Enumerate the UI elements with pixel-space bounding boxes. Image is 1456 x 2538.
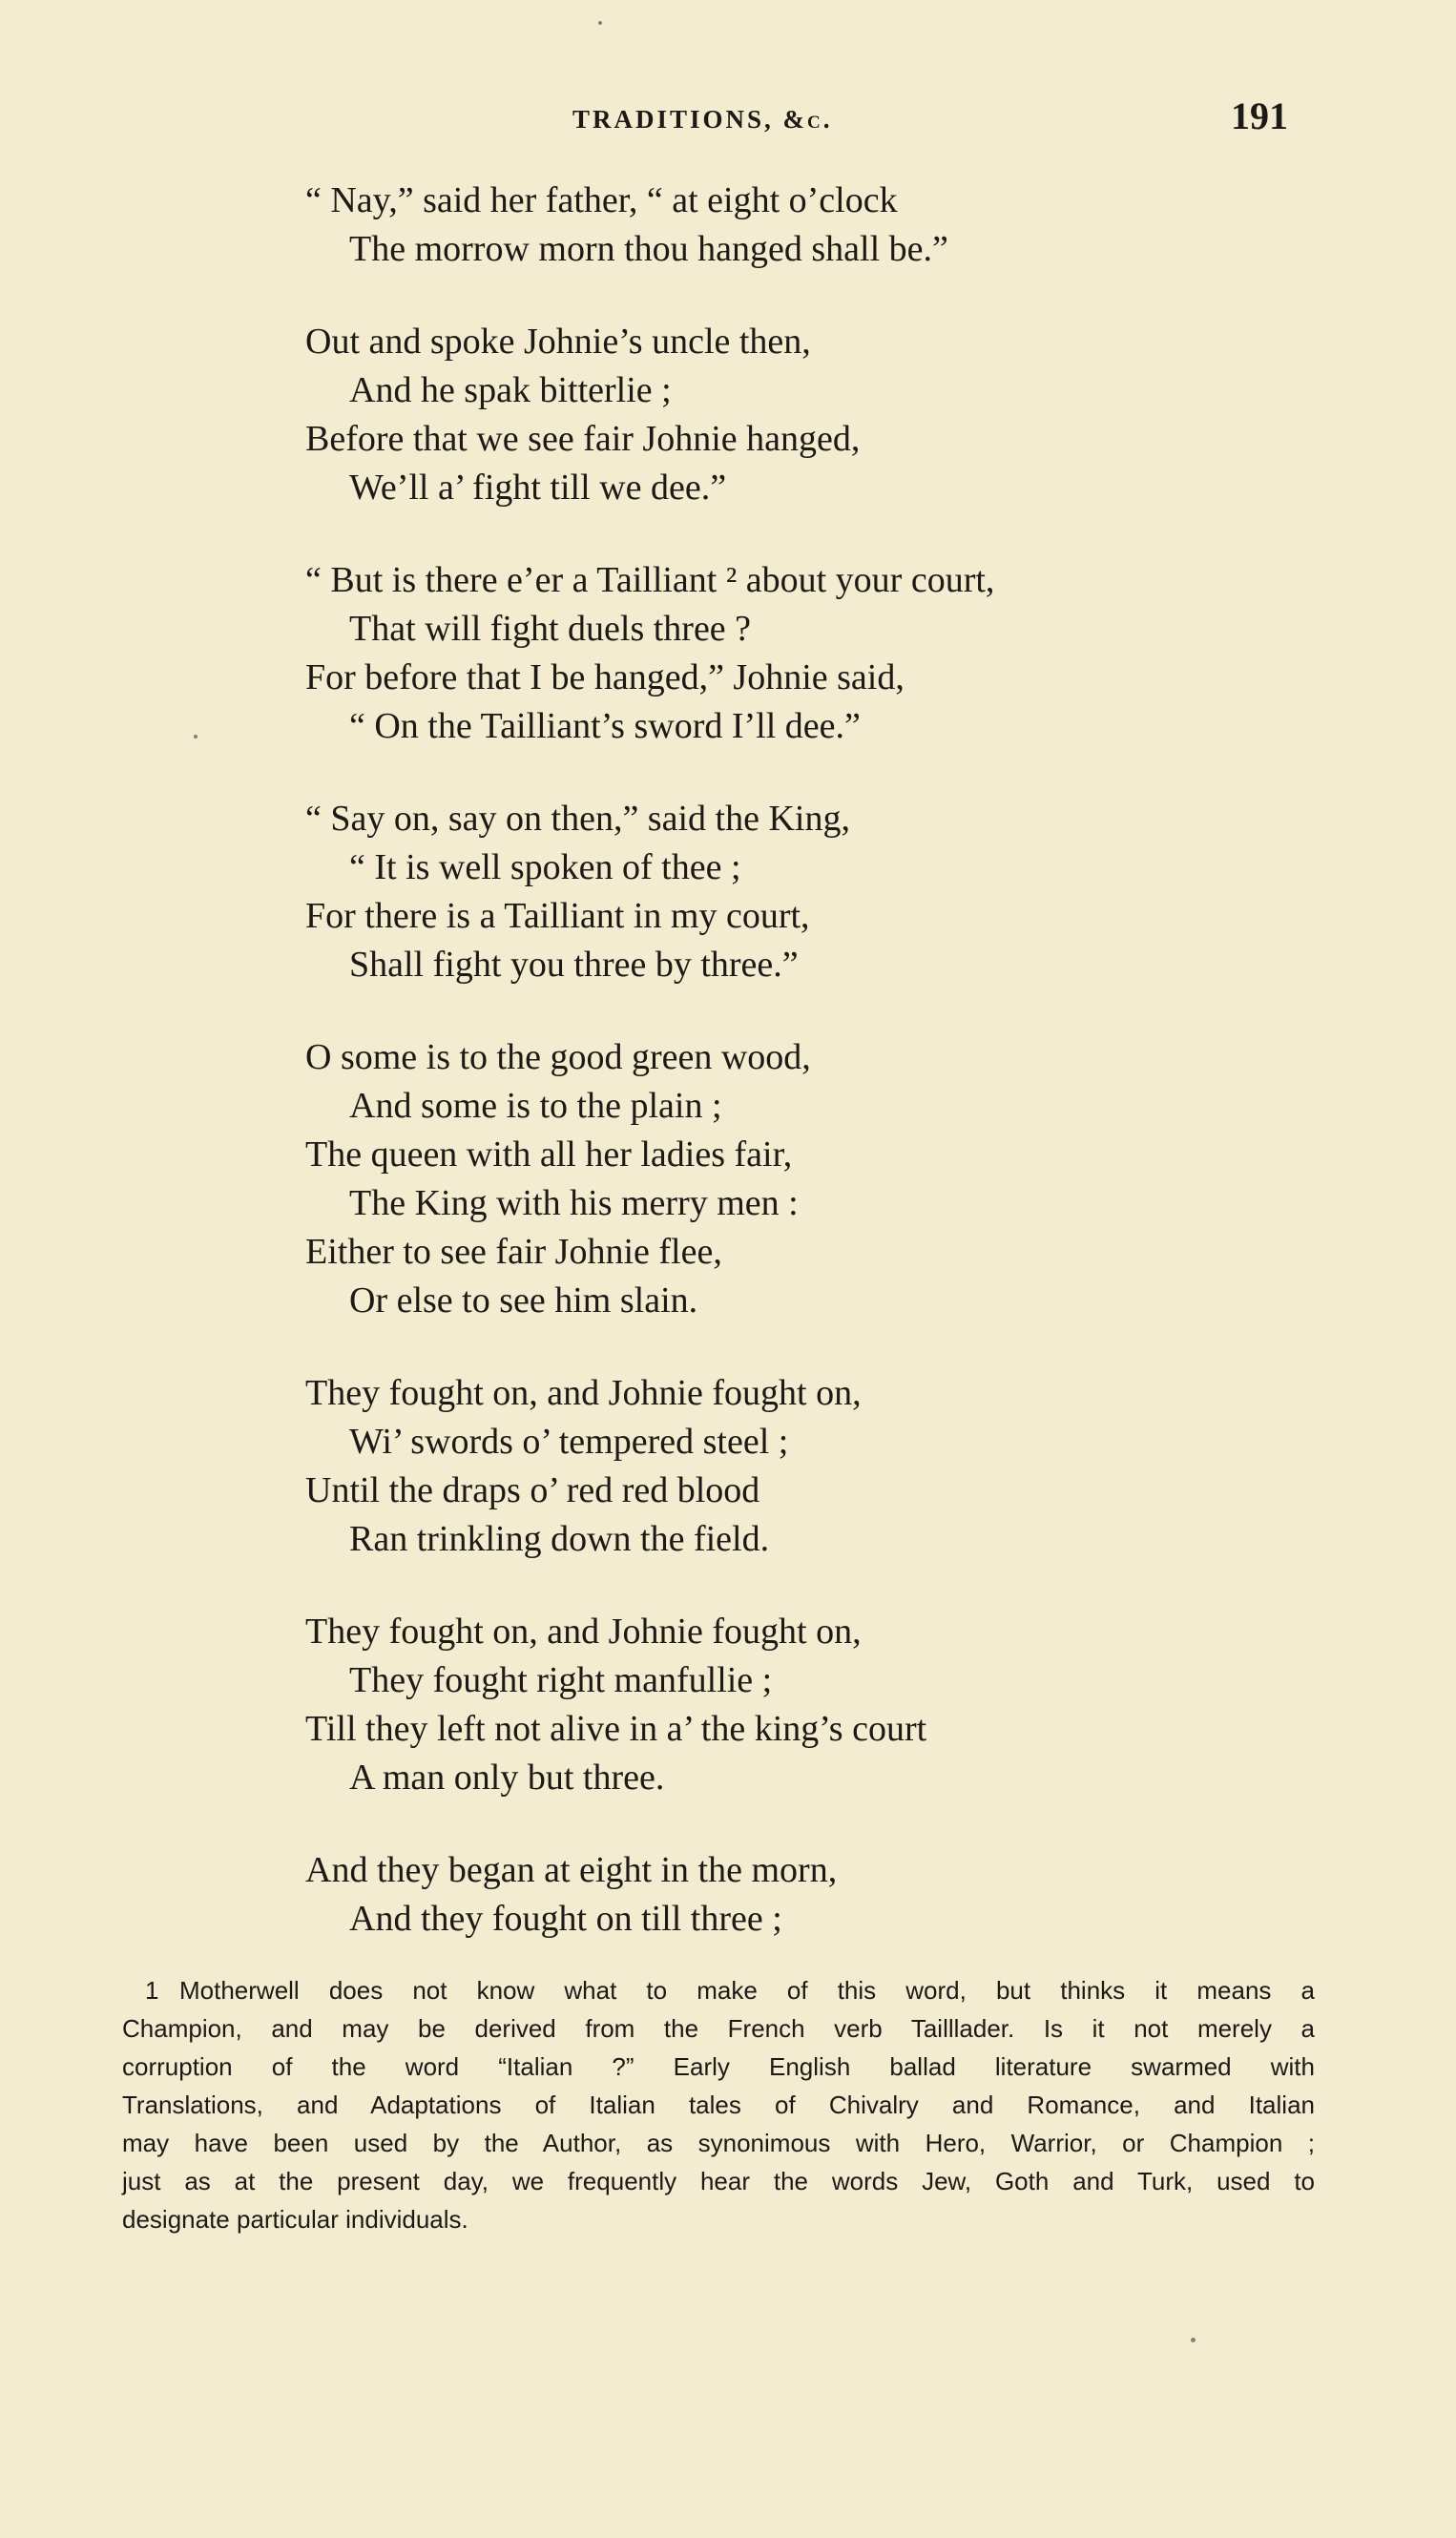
verse-line: “ On the Tailliant’s sword I’ll dee.” bbox=[349, 706, 861, 746]
footnote bbox=[122, 1971, 1315, 2238]
verse-line: “ It is well spoken of thee ; bbox=[349, 847, 741, 887]
verse-line: “ Nay,” said her father, “ at eight o’clock bbox=[305, 180, 898, 220]
footnote-marker: 1 bbox=[145, 1976, 159, 2005]
verse-line: And they fought on till three ; bbox=[349, 1899, 782, 1939]
verse-line: O some is to the good green wood, bbox=[305, 1037, 811, 1077]
verse-line: And they began at eight in the morn, bbox=[305, 1850, 838, 1890]
verse-line: For before that I be hanged,” Johnie said, bbox=[305, 657, 905, 697]
verse-line: We’ll a’ fight till we dee.” bbox=[349, 468, 727, 508]
footnote-line bbox=[122, 1971, 1315, 2009]
page-header bbox=[0, 94, 1456, 151]
verse-line: Before that we see fair Johnie hanged, bbox=[305, 419, 861, 459]
verse-line: For there is a Tailliant in my court, bbox=[305, 896, 810, 936]
verse-line: Shall fight you three by three.” bbox=[349, 945, 799, 985]
verse-line: That will fight duels three ? bbox=[349, 609, 752, 649]
verse-line: “ But is there e’er a Tailliant ² about your court, bbox=[305, 560, 995, 600]
verse-line: Until the draps o’ red red blood bbox=[305, 1470, 760, 1510]
verse-line: The queen with all her ladies fair, bbox=[305, 1134, 793, 1175]
verse-line: The King with his merry men : bbox=[349, 1183, 799, 1223]
running-head: TRADITIONS, &c. bbox=[572, 105, 833, 134]
verse-line: They fought on, and Johnie fought on, bbox=[305, 1373, 862, 1413]
footnote-line: may have been used by the Author, as synonimous with Hero, Warrior, or Champion ; bbox=[122, 2129, 1315, 2157]
verse-line: They fought on, and Johnie fought on, bbox=[305, 1612, 862, 1652]
verse-line: And he spak bitterlie ; bbox=[349, 370, 672, 410]
poem-body bbox=[305, 177, 1259, 1987]
verse-line: “ Say on, say on then,” said the King, bbox=[305, 799, 850, 839]
stanza bbox=[305, 795, 1259, 989]
paper-speck bbox=[598, 21, 602, 25]
verse-line: Wi’ swords o’ tempered steel ; bbox=[349, 1422, 789, 1462]
footnote-line: designate particular individuals. bbox=[122, 2205, 468, 2234]
verse-line: Or else to see him slain. bbox=[349, 1280, 698, 1321]
verse-line: And some is to the plain ; bbox=[349, 1086, 722, 1126]
verse-line: Ran trinkling down the field. bbox=[349, 1519, 770, 1559]
footnote-line: Translations, and Adaptations of Italian tales of Chivalry and Romance, and Italian bbox=[122, 2091, 1315, 2119]
paper-speck bbox=[1191, 2338, 1196, 2342]
verse-line: Either to see fair Johnie flee, bbox=[305, 1232, 722, 1272]
verse-line: The morrow morn thou hanged shall be.” bbox=[349, 229, 948, 269]
stanza bbox=[305, 1608, 1259, 1802]
paper-speck bbox=[194, 735, 198, 739]
stanza bbox=[305, 318, 1259, 512]
footnote-line: just as at the present day, we frequently hear the words Jew, Goth and Turk, used to bbox=[122, 2167, 1315, 2195]
verse-line: A man only but three. bbox=[349, 1758, 665, 1798]
verse-line: Out and spoke Johnie’s uncle then, bbox=[305, 322, 811, 362]
page-number: 191 bbox=[1231, 94, 1288, 137]
stanza bbox=[305, 177, 1259, 274]
verse-line: They fought right manfullie ; bbox=[349, 1660, 773, 1700]
stanza bbox=[305, 1033, 1259, 1325]
footnote-line: Champion, and may be derived from the French verb Tailllader. Is it not merely a bbox=[122, 2014, 1315, 2043]
stanza bbox=[305, 1369, 1259, 1564]
footnote-text: Motherwell does not know what to make of this word, but thinks it means a bbox=[179, 1976, 1315, 2005]
verse-line: Till they left not alive in a’ the king’s court bbox=[305, 1709, 927, 1749]
stanza bbox=[305, 556, 1259, 751]
stanza bbox=[305, 1846, 1259, 1944]
footnote-line: corruption of the word “Italian ?” Early English ballad literature swarmed with bbox=[122, 2052, 1315, 2081]
